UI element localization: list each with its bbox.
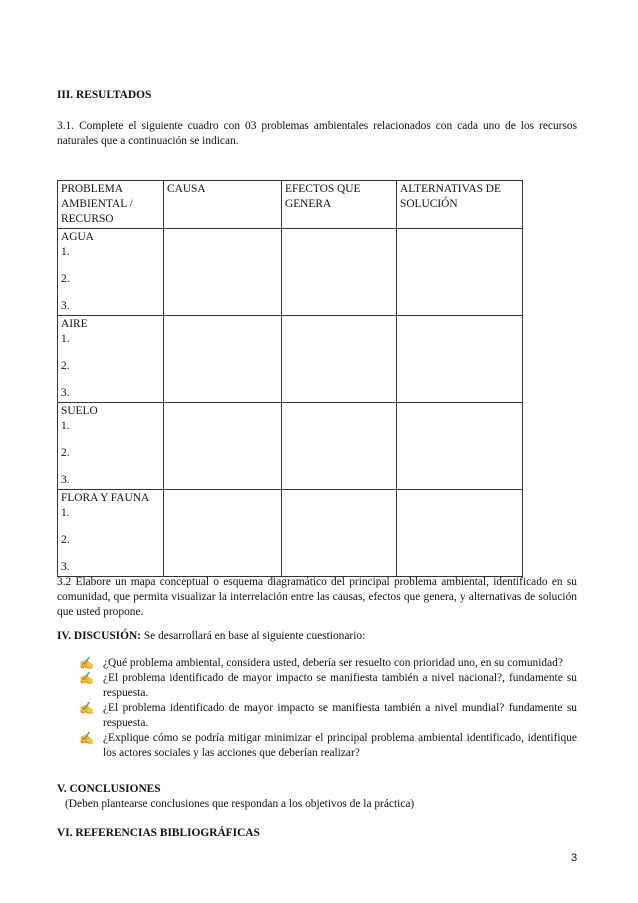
results-table — [57, 180, 523, 577]
header-cell: ALTERNATIVAS DE SOLUCIÓN — [397, 181, 523, 229]
section-heading-conclusiones: V. CONCLUSIONES — [57, 783, 161, 795]
header-cell: EFECTOS QUE GENERA — [282, 181, 397, 229]
alternativas-cell[interactable] — [397, 229, 523, 316]
item-number: 2. — [61, 360, 70, 372]
table-row — [58, 316, 523, 403]
section-heading-resultados: III. RESULTADOS — [57, 89, 152, 101]
discussion-line — [57, 629, 577, 644]
list-item — [79, 701, 577, 731]
causa-cell[interactable] — [164, 490, 282, 577]
alternativas-cell[interactable] — [397, 490, 523, 577]
conclusiones-note: (Deben plantearse conclusiones que respondan a los objetivos de la práctica) — [65, 798, 415, 810]
resource-name: FLORA Y FAUNA — [61, 492, 150, 504]
question-text: ¿El problema identificado de mayor impacto se manifiesta también a nivel mundial? fundamente su respuesta. — [103, 702, 577, 729]
item-number: 3. — [61, 387, 70, 399]
item-number: 1. — [61, 420, 70, 432]
question-text: ¿Explique cómo se podría mitigar minimizar el principal problema ambiental identificado, identifique los actores sociales y las acciones que deberían realizar? — [103, 732, 577, 759]
writing-hand-icon: ✍ — [79, 671, 94, 685]
writing-hand-icon: ✍ — [79, 701, 94, 715]
efectos-cell[interactable] — [282, 316, 397, 403]
question-text: ¿Qué problema ambiental, considera usted, debería ser resuelto con prioridad uno, en su comunidad? — [103, 657, 563, 669]
causa-cell[interactable] — [164, 403, 282, 490]
question-text: ¿El problema identificado de mayor impacto se manifiesta también a nivel nacional?, fundamente su respuesta. — [103, 672, 577, 699]
causa-cell[interactable] — [164, 316, 282, 403]
alternativas-cell[interactable] — [397, 403, 523, 490]
resource-cell — [58, 229, 164, 316]
item-number: 2. — [61, 447, 70, 459]
resource-cell — [58, 490, 164, 577]
causa-cell[interactable] — [164, 229, 282, 316]
section-heading-referencias: VI. REFERENCIAS BIBLIOGRÁFICAS — [57, 827, 260, 839]
item-number: 1. — [61, 507, 70, 519]
item-number: 2. — [61, 534, 70, 546]
discussion-text: Se desarrollará en base al siguiente cuestionario: — [140, 630, 366, 642]
efectos-cell[interactable] — [282, 229, 397, 316]
writing-hand-icon: ✍ — [79, 656, 94, 670]
page-number: 3 — [571, 852, 578, 864]
table-row — [58, 403, 523, 490]
table-header-row — [58, 181, 523, 229]
table-row — [58, 229, 523, 316]
resource-cell — [58, 316, 164, 403]
header-cell: PROBLEMA AMBIENTAL / RECURSO — [58, 181, 164, 229]
resource-name: AIRE — [61, 318, 88, 330]
list-item — [79, 731, 577, 761]
item-number: 1. — [61, 246, 70, 258]
header-cell: CAUSA — [164, 181, 282, 229]
list-item — [79, 671, 577, 701]
writing-hand-icon: ✍ — [79, 731, 94, 745]
item-number: 3. — [61, 300, 70, 312]
efectos-cell[interactable] — [282, 490, 397, 577]
item-number: 2. — [61, 273, 70, 285]
resource-cell — [58, 403, 164, 490]
resource-name: AGUA — [61, 231, 94, 243]
list-item — [79, 656, 577, 671]
item-number: 3. — [61, 474, 70, 486]
item-number: 3. — [61, 561, 70, 573]
question-list — [79, 656, 577, 761]
section-heading-discusion: IV. DISCUSIÓN: — [57, 630, 141, 642]
alternativas-cell[interactable] — [397, 316, 523, 403]
section-intro: 3.1. Complete el siguiente cuadro con 03 problemas ambientales relacionados con cada uno de los recursos naturales que a continuación se indican. — [57, 120, 577, 147]
item-number: 1. — [61, 333, 70, 345]
efectos-cell[interactable] — [282, 403, 397, 490]
resource-name: SUELO — [61, 405, 98, 417]
table-row — [58, 490, 523, 577]
point-3-2: 3.2 Elabore un mapa conceptual o esquema diagramático del principal problema ambiental, identificado en su comunidad, que permita visualizar la interrelación entre las causas, efectos que genera, y alternativas de solución que usted propone. — [57, 576, 577, 618]
